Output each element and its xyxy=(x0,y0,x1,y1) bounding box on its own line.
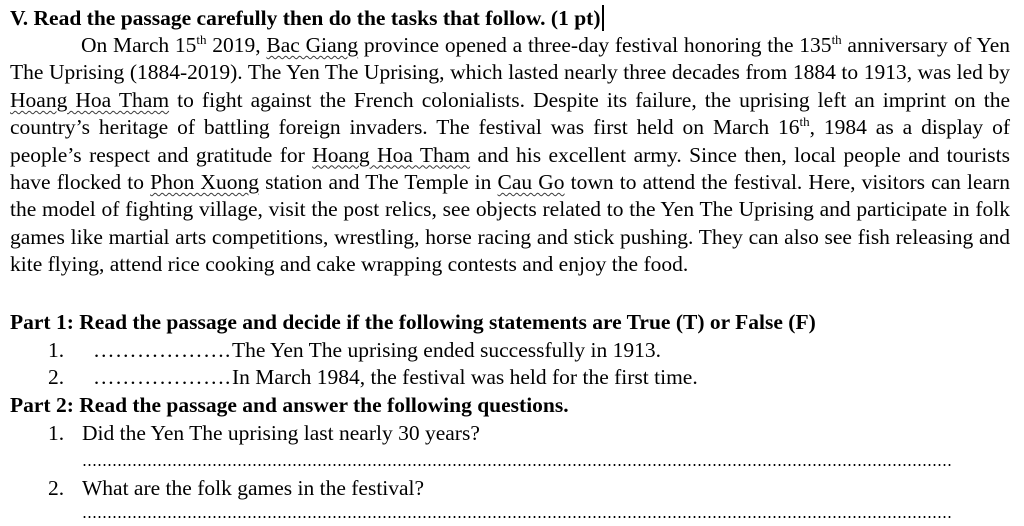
item-number: 2. xyxy=(48,365,65,389)
spellcheck-hoang-hoa-tham: Hoang Hoa Tham xyxy=(312,142,471,167)
spellcheck-hoang-hoa-tham: Hoang Hoa Tham xyxy=(10,87,170,112)
answer-blank[interactable]: ………………. xyxy=(93,338,231,362)
section-heading xyxy=(10,5,604,31)
item-number: 2. xyxy=(48,476,65,500)
spellcheck-cau-go: Cau Go xyxy=(497,170,565,195)
reading-passage xyxy=(10,32,1010,279)
text-cursor xyxy=(602,5,604,31)
passage-paragraph: On March 15th 2019, Bac Giang province opened a three-day festival honoring the 135th anniversary of Yen The Uprising (1884-2019). The Yen The Uprising, which lasted nearly three decades from 1884 to 1913, was led by Hoang Hoa Tham to fight against the French colonialists. Despite its failure, the uprising left an imprint on the country’s heritage of battling foreign invaders. The festival was first held on March 16th, 1984 as a display of people’s respect and gratitude for Hoang Hoa Tham and his excellent army. Since then, local people and tourists have flocked to Phon Xuong station and The Temple in Cau Go town to attend the festival. Here, visitors can learn the model of fighting village, visit the post relics, see objects related to the Yen The Uprising and participate in folk games like martial arts competitions, wrestling, horse racing and stick pushing. They can also see fish releasing and kite flying, attend rice cooking and cake wrapping contests and enjoy the food. xyxy=(10,32,1011,277)
part1-title: Part 1: Read the passage and decide if the following statements are True (T) or False (F) xyxy=(10,310,816,334)
part2-title: Part 2: Read the passage and answer the following questions. xyxy=(10,393,569,417)
superscript-th: th xyxy=(196,32,207,47)
item-number: 1. xyxy=(48,421,65,445)
statement-text: In March 1984, the festival was held for the first time. xyxy=(232,365,698,389)
statement-text: The Yen The uprising ended successfully in 1913. xyxy=(232,338,661,362)
question-text: What are the folk games in the festival? xyxy=(82,476,425,500)
answer-blank[interactable]: ………………. xyxy=(93,365,231,389)
superscript-th: th xyxy=(831,32,842,47)
item-number: 1. xyxy=(48,338,65,362)
answer-line-2[interactable] xyxy=(82,516,952,518)
superscript-th: th xyxy=(799,114,810,130)
spellcheck-bac-giang: Bac Giang xyxy=(266,33,359,57)
spellcheck-phon-xuong: Phon Xuong xyxy=(150,170,259,195)
question-text: Did the Yen The uprising last nearly 30 years? xyxy=(82,421,480,445)
answer-line-1[interactable] xyxy=(82,464,952,466)
section-heading-text: V. Read the passage carefully then do the tasks that follow. (1 pt) xyxy=(10,6,601,30)
